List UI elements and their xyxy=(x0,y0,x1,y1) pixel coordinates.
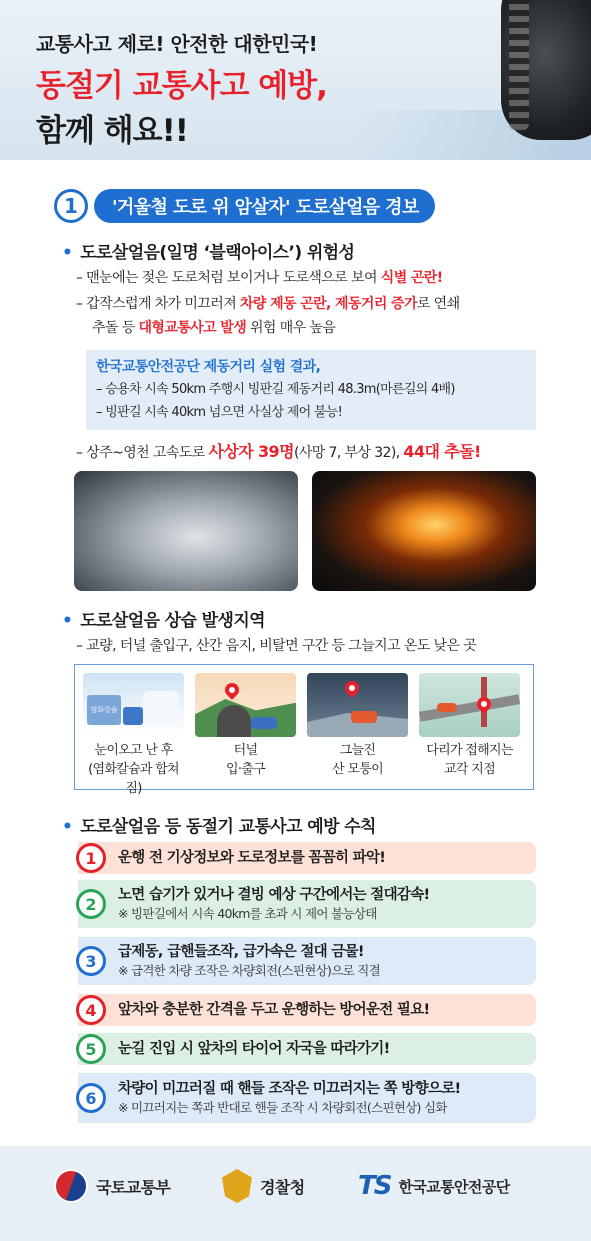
accident-photo-smoke xyxy=(74,471,298,591)
risk-line-3-tail: 위험 매우 높음 xyxy=(246,320,336,336)
rule-main-text: 급제동, 급핸들조작, 급가속은 절대 금물! xyxy=(118,944,364,960)
footer-logos xyxy=(0,1146,591,1241)
rule-sub-text: ※ 급격한 차량 조작은 차량회전(스핀현상)으로 직결 xyxy=(118,963,380,978)
zone-mountain-caption-1: 그늘진 xyxy=(339,743,376,758)
ts-logo xyxy=(358,1168,510,1204)
location-pin-icon xyxy=(342,678,362,698)
tunnel-icon xyxy=(217,705,251,737)
risk-line-2-emphasis: 차량 제동 곤란, 제동거리 증가 xyxy=(239,296,417,312)
result-line-1: – 승용차 시속 50km 주행시 빙판길 제동거리 48.3m(마른길의 4배) xyxy=(96,382,455,397)
zone-snow-caption-2: (염화칼슘과 합쳐짐) xyxy=(88,762,179,796)
section-number-badge: 1 xyxy=(54,189,88,223)
section-title-pill: '거울철 도로 위 암살자' 도로살얼음 경보 xyxy=(94,189,435,223)
zone-snow xyxy=(83,673,184,798)
zone-tunnel xyxy=(195,673,296,779)
header-subtitle: 교통사고 제로! 안전한 대한민국! xyxy=(36,32,318,56)
zone-caption xyxy=(83,741,184,798)
rule-sub-text: ※ 미끄러지는 쪽과 반대로 핸들 조작 시 차량회전(스핀현상) 심화 xyxy=(118,1100,447,1115)
rule-text xyxy=(118,885,429,923)
police-logo-text: 경찰청 xyxy=(260,1177,305,1197)
rule-item-3 xyxy=(78,937,536,985)
risk-heading: • 도로살얼음(일명 ‘블랙아이스’) 위험성 xyxy=(62,238,354,263)
house-icon xyxy=(143,691,179,725)
zone-snow-caption-1: 눈이오고 난 후 xyxy=(94,743,173,758)
header-title: 동절기 교통사고 예방, xyxy=(36,68,327,104)
zone-bridge-caption-1: 다리가 접해지는 xyxy=(426,743,513,758)
rule-number-badge: 5 xyxy=(76,1034,106,1064)
accident-photo-fire xyxy=(312,471,536,591)
mountain-corner-illustration xyxy=(307,673,408,737)
risk-line-2 xyxy=(76,292,460,316)
rules-heading: • 도로살얼음 등 동절기 교통사고 예방 수칙 xyxy=(62,812,376,837)
zone-caption xyxy=(195,741,296,779)
rule-text xyxy=(118,1079,460,1117)
zone-tunnel-caption-1: 터널 xyxy=(233,743,258,758)
salt-bag-icon xyxy=(123,707,143,725)
risk-line-3-emphasis: 대형교통사고 발생 xyxy=(138,320,247,336)
risk-line-3 xyxy=(92,316,335,340)
zones-illustration-box xyxy=(74,664,534,796)
ts-mark-t: T xyxy=(358,1171,374,1201)
taegeuk-emblem-icon xyxy=(54,1169,88,1203)
zone-bridge-caption-2: 교각 지점 xyxy=(444,762,495,777)
rule-item-6 xyxy=(78,1073,536,1123)
rule-number-badge: 4 xyxy=(76,995,106,1025)
accident-line xyxy=(76,440,481,465)
rule-text xyxy=(118,1000,429,1020)
molit-logo-text: 국토교통부 xyxy=(96,1177,171,1197)
rule-text xyxy=(118,942,380,980)
zone-bridge xyxy=(419,673,520,779)
rule-main-text: 운행 전 기상정보와 도로정보를 꼼꼼히 파악! xyxy=(118,850,386,866)
zone-caption xyxy=(419,741,520,779)
bridge-deck-icon xyxy=(419,694,520,721)
rule-main-text: 차량이 미끄러질 때 핸들 조작은 미끄러지는 쪽 방향으로! xyxy=(118,1081,461,1097)
accident-casualties: 사상자 39명 xyxy=(208,442,294,461)
tunnel-illustration xyxy=(195,673,296,737)
calcium-chloride-sign: 염화칼슘 xyxy=(87,695,121,725)
rule-number-badge: 6 xyxy=(76,1083,106,1113)
accident-collision: 44대 추돌! xyxy=(403,442,481,461)
result-line-2: – 빙판길 시속 40km 넘으면 사실상 제어 불능! xyxy=(96,405,343,420)
car-icon xyxy=(437,703,457,712)
risk-line-3-text: 추돌 등 xyxy=(92,320,139,336)
zone-caption xyxy=(307,741,408,779)
risk-line-2-tail: 로 연쇄 xyxy=(416,296,460,312)
rule-text xyxy=(118,848,385,868)
section-title xyxy=(54,188,435,224)
tire-image xyxy=(501,0,591,140)
ts-mark-icon xyxy=(358,1171,390,1201)
rule-item-1 xyxy=(78,842,536,874)
rule-sub-text: ※ 빙판길에서 시속 40km를 초과 시 제어 불능상태 xyxy=(118,906,377,921)
header-title-line2: 함께 해요!! xyxy=(36,113,188,149)
police-logo xyxy=(222,1168,305,1204)
risk-line-2-text: – 갑작스럽게 차가 미끄러져 xyxy=(76,296,240,312)
result-title: 한국교통안전공단 제동거리 실험 결과, xyxy=(96,359,321,375)
header-banner xyxy=(0,0,591,160)
accident-text: – 상주~영천 고속도로 xyxy=(76,445,209,461)
experiment-result-box xyxy=(86,350,536,430)
rule-item-4 xyxy=(78,994,536,1026)
rule-number-badge: 3 xyxy=(76,946,106,976)
rule-main-text: 눈길 진입 시 앞차의 타이어 자국을 따라가기! xyxy=(118,1041,390,1057)
molit-logo xyxy=(54,1168,170,1204)
zones-heading: • 도로살얼음 상습 발생지역 xyxy=(62,606,265,631)
ts-mark-s: S xyxy=(373,1171,391,1201)
bridge-illustration xyxy=(419,673,520,737)
rule-number-badge: 1 xyxy=(76,843,106,873)
ts-logo-text: 한국교통안전공단 xyxy=(398,1177,510,1196)
zone-mountain-caption-2: 산 모퉁이 xyxy=(332,762,383,777)
rule-main-text: 노면 습기가 있거나 결빙 예상 구간에서는 절대감속! xyxy=(118,887,430,903)
risk-line-1-text: – 맨눈에는 젖은 도로처럼 보이거나 도로색으로 보여 xyxy=(76,270,381,286)
snow-illustration xyxy=(83,673,184,737)
risk-line-1-emphasis: 식별 곤란! xyxy=(380,270,443,286)
zones-line: – 교량, 터널 출입구, 산간 음지, 비탈면 구간 등 그늘지고 온도 낮은 곳 xyxy=(76,638,477,654)
location-pin-icon xyxy=(222,680,242,700)
zone-mountain xyxy=(307,673,408,779)
rule-main-text: 앞차와 충분한 간격을 두고 운행하는 방어운전 필요! xyxy=(118,1002,430,1018)
zone-tunnel-caption-2: 입·출구 xyxy=(225,762,265,777)
rule-item-5 xyxy=(78,1033,536,1065)
rule-item-2 xyxy=(78,880,536,928)
rule-text xyxy=(118,1039,390,1059)
accident-detail: (사망 7, 부상 32), xyxy=(293,445,404,461)
risk-line-1 xyxy=(76,266,443,290)
car-icon xyxy=(251,717,277,729)
car-icon xyxy=(351,711,377,723)
rule-number-badge: 2 xyxy=(76,889,106,919)
police-badge-icon xyxy=(222,1169,252,1203)
